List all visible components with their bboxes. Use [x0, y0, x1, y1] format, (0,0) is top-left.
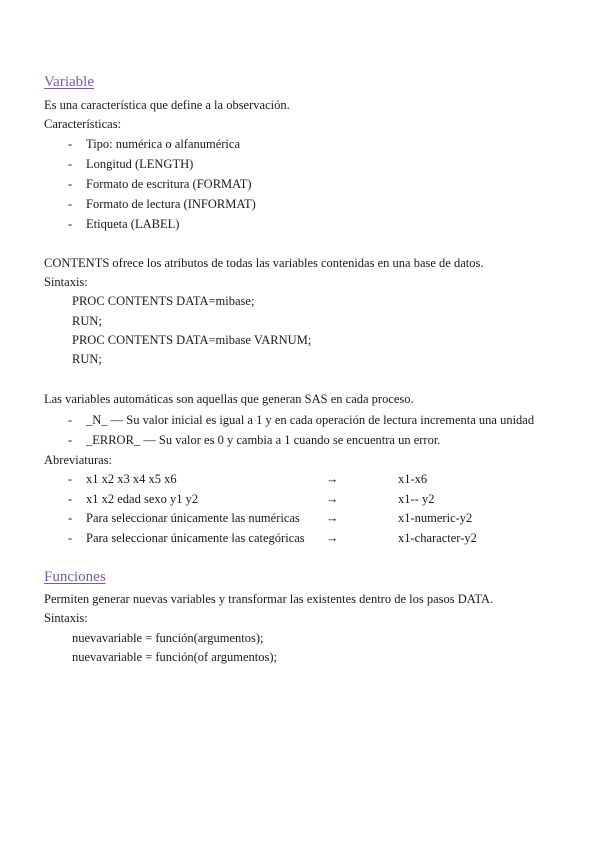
bullet-dash: -: [68, 433, 73, 447]
arrow-icon: →: [326, 492, 339, 506]
bullet-dash: -: [68, 472, 73, 486]
bullet-dash: -: [68, 177, 73, 191]
bullet-dash: -: [68, 157, 73, 171]
funciones-description: Permiten generar nuevas variables y transformar las existentes dentro de los pasos DATA.: [44, 592, 494, 606]
abreviatura-left: Para seleccionar únicamente las numéricas: [86, 511, 300, 525]
contents-sintaxis-label: Sintaxis:: [44, 275, 88, 289]
funciones-code-line: nuevavariable = función(argumentos);: [72, 631, 264, 645]
bullet-dash: -: [68, 531, 73, 545]
caracteristica-item: Formato de escritura (FORMAT): [86, 177, 252, 191]
abreviatura-right: x1-character-y2: [398, 531, 477, 545]
automatica-item: _ERROR_ — Su valor es 0 y cambia a 1 cuando se encuentra un error.: [86, 433, 441, 447]
funciones-code-line: nuevavariable = función(of argumentos);: [72, 650, 278, 664]
automaticas-intro: Las variables automáticas son aquellas que generan SAS en cada proceso.: [44, 392, 414, 406]
arrow-icon: →: [326, 511, 339, 525]
bullet-dash: -: [68, 413, 73, 427]
bullet-dash: -: [68, 217, 73, 231]
arrow-icon: →: [326, 531, 339, 545]
caracteristica-item: Formato de lectura (INFORMAT): [86, 197, 256, 211]
abreviatura-left: x1 x2 x3 x4 x5 x6: [86, 472, 177, 486]
caracteristica-item: Tipo: numérica o alfanumérica: [86, 137, 241, 151]
caracteristicas-label: Características:: [44, 117, 122, 131]
variable-definition: Es una característica que define a la observación.: [44, 98, 290, 112]
contents-code-line: RUN;: [72, 352, 102, 366]
abreviatura-left: x1 x2 edad sexo y1 y2: [86, 492, 199, 506]
bullet-dash: -: [68, 197, 73, 211]
arrow-icon: →: [326, 472, 339, 486]
contents-code-line: PROC CONTENTS DATA=mibase;: [72, 294, 255, 308]
variable-heading: Variable: [44, 74, 94, 90]
abreviatura-right: x1-numeric-y2: [398, 511, 473, 525]
funciones-sintaxis-label: Sintaxis:: [44, 611, 88, 625]
abreviatura-right: x1-- y2: [398, 492, 435, 506]
abreviaturas-label: Abreviaturas:: [44, 453, 113, 467]
abreviatura-left: Para seleccionar únicamente las categóricas: [86, 531, 305, 545]
caracteristica-item: Etiqueta (LABEL): [86, 217, 180, 231]
contents-code-line: RUN;: [72, 314, 102, 328]
bullet-dash: -: [68, 137, 73, 151]
bullet-dash: -: [68, 511, 73, 525]
caracteristica-item: Longitud (LENGTH): [86, 157, 194, 171]
contents-code-line: PROC CONTENTS DATA=mibase VARNUM;: [72, 333, 312, 347]
bullet-dash: -: [68, 492, 73, 506]
funciones-heading: Funciones: [44, 569, 106, 585]
contents-description: CONTENTS ofrece los atributos de todas las variables contenidas en una base de datos.: [44, 256, 484, 270]
automatica-item: _N_ — Su valor inicial es igual a 1 y en cada operación de lectura incrementa una unidad: [86, 413, 535, 427]
abreviatura-right: x1-x6: [398, 472, 428, 486]
